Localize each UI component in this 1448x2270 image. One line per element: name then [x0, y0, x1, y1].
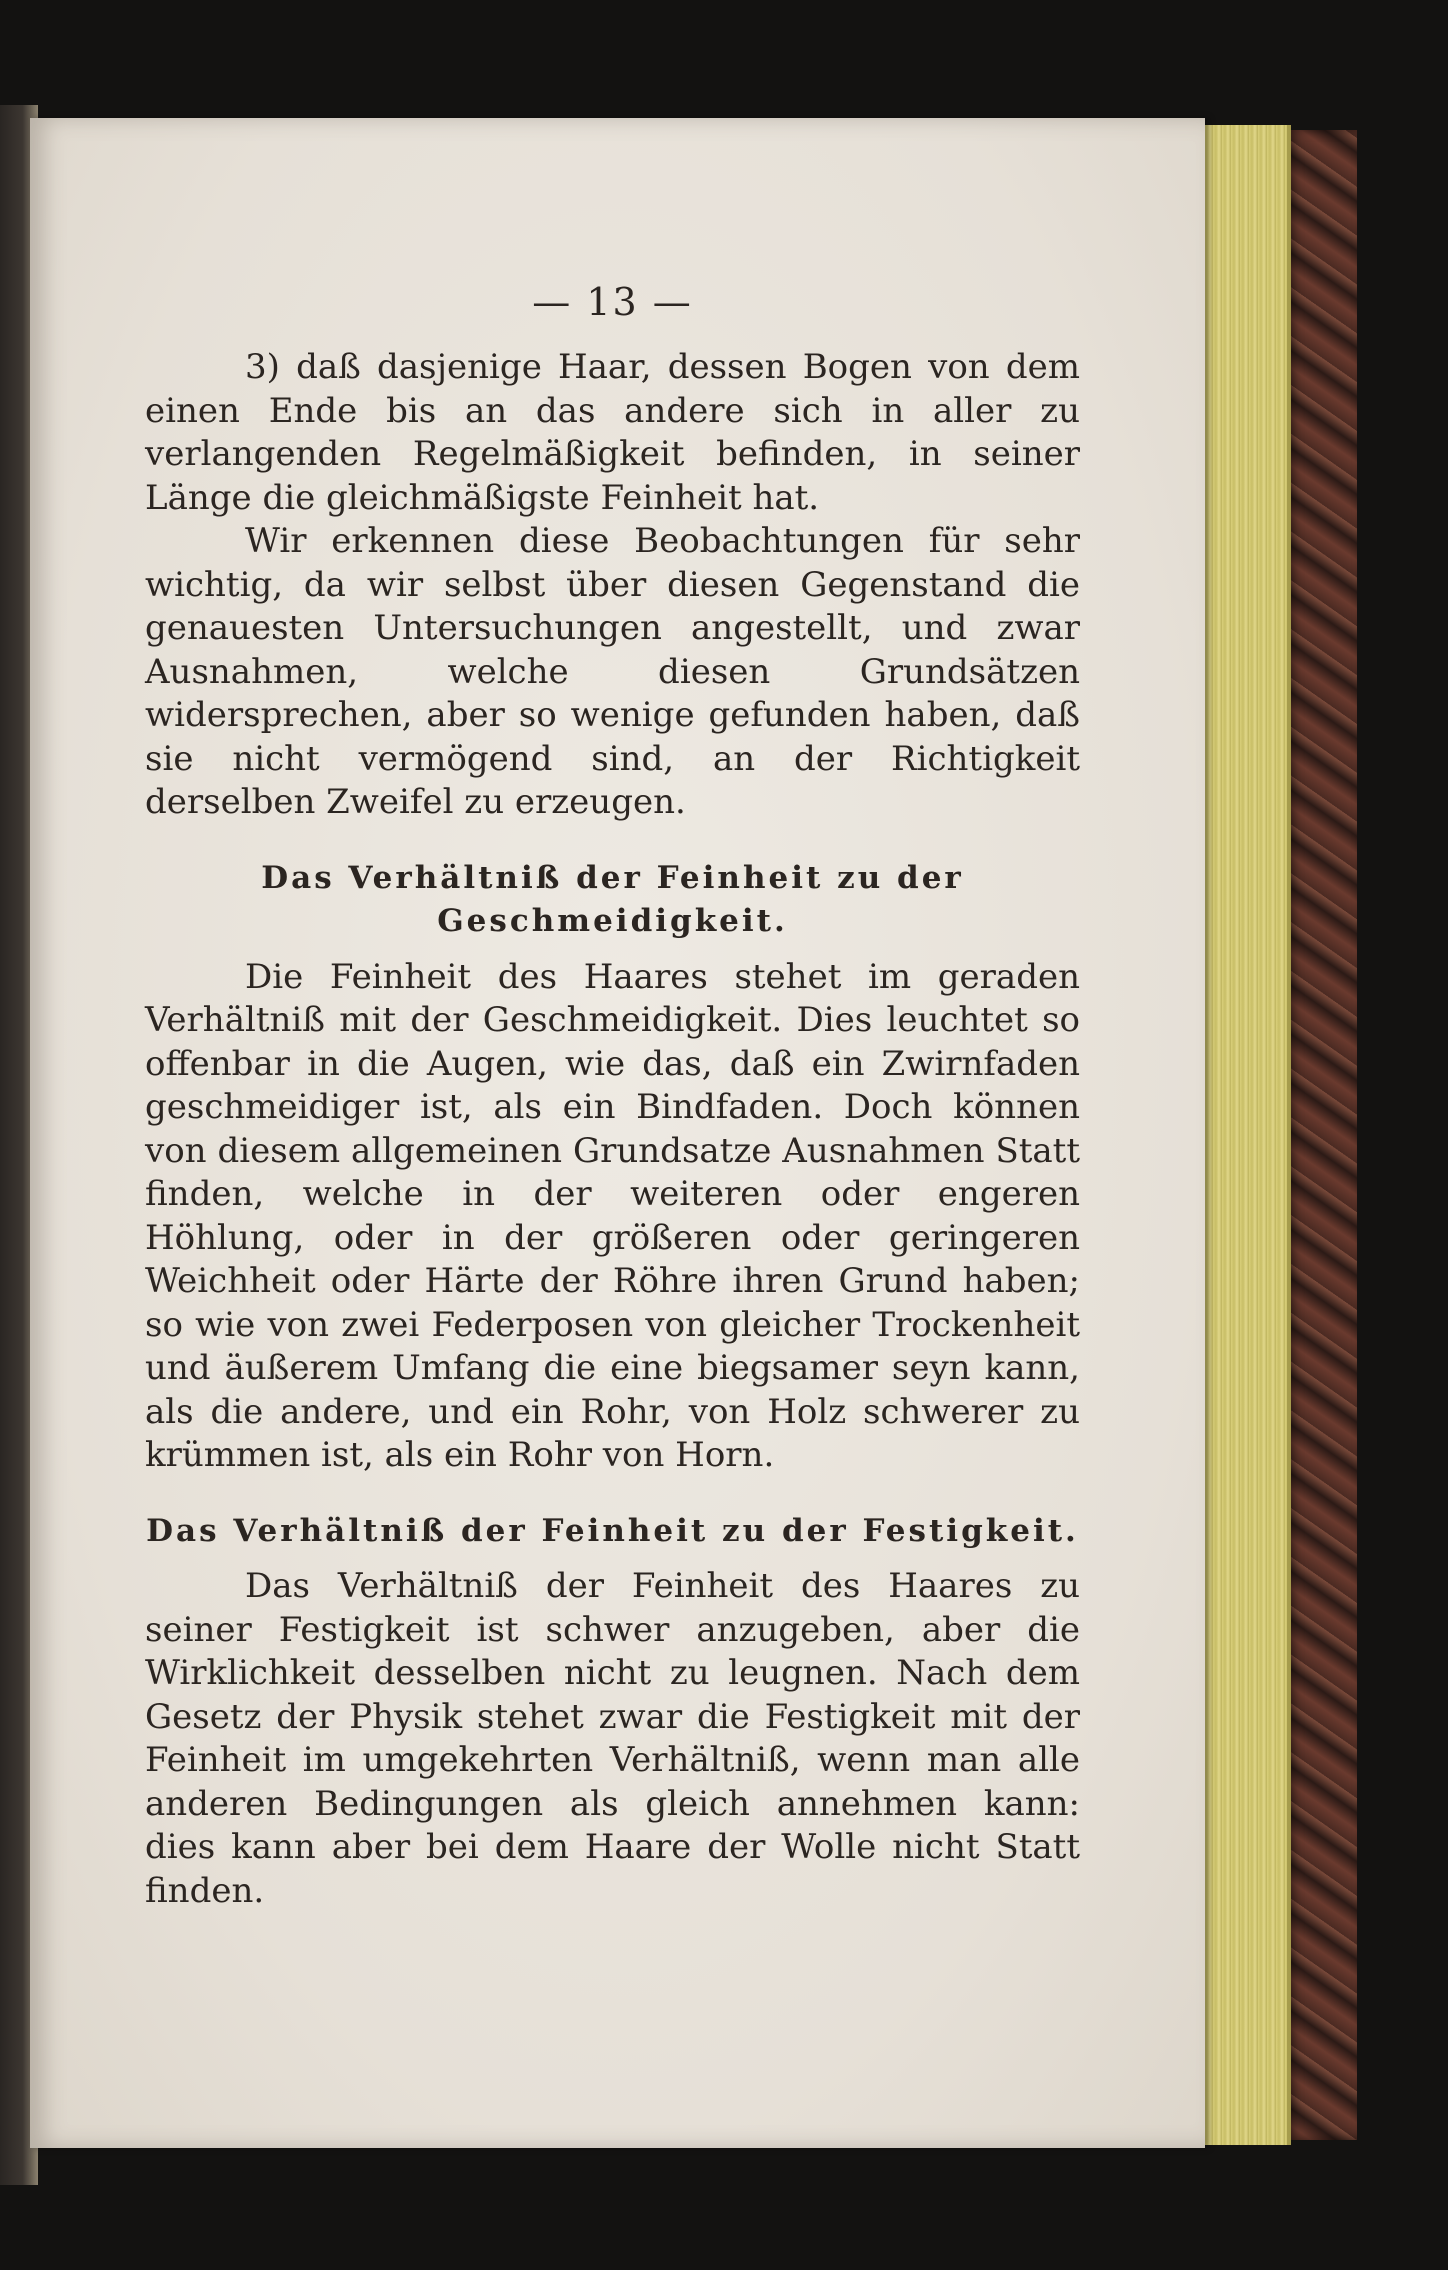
book-cover-right — [1287, 130, 1357, 2140]
page-text — [145, 278, 1080, 1913]
section-heading-festigkeit: Das Verhältniß der Feinheit zu der Festigkeit. — [146, 1512, 1079, 1549]
paragraph-3: Die Feinheit des Haares stehet im geraden Verhältniß mit der Geschmeidigkeit. Dies leuchtet so offenbar in die Augen, wie das, daß ein Zwirnfaden geschmeidiger ist, als ein Bindfaden. Doch können von diesem allgemeinen Grundsatze Ausnahmen Statt finden, welche in der weiteren oder engeren Höhlung, oder in der größeren oder geringeren Weichheit oder Härte der Röhre ihren Grund haben; so wie von zwei Federposen von gleicher Trockenheit und äußerem Umfang die eine biegsamer seyn kann, als die andere, und ein Rohr, von Holz schwerer zu krümmen ist, als ein Rohr von Horn. — [145, 956, 1080, 1475]
paragraph-4: Das Verhältniß der Feinheit des Haares zu seiner Festigkeit ist schwer anzugeben, aber die Wirklichkeit desselben nicht zu leugnen. Nach dem Gesetz der Physik stehet zwar die Festigkeit mit der Feinheit im umgekehrten Verhältniß, wenn man alle anderen Bedingungen als gleich annehmen kann: dies kann aber bei dem Haare der Wolle nicht Statt finden. — [145, 1566, 1080, 1911]
paragraph-1: 3) daß dasjenige Haar, dessen Bogen von dem einen Ende bis an das andere sich in aller zu verlangenden Regelmäßigkeit befinden, in seiner Länge die gleichmäßigste Feinheit hat. — [145, 347, 1080, 518]
section-heading-geschmeidigkeit: Das Verhältniß der Feinheit zu der Geschmeidigkeit. — [261, 859, 964, 939]
page-number: — 13 — — [532, 280, 693, 324]
paragraph-2: Wir erkennen diese Beobachtungen für sehr wichtig, da wir selbst über diesen Gegenstand die genauesten Untersuchungen angestellt, und zwar Ausnahmen, welche diesen Grundsätzen widersprechen, aber so wenige gefunden haben, daß sie nicht vermögend sind, an der Richtigkeit derselben Zweifel zu erzeugen. — [145, 521, 1080, 822]
page-edges — [1195, 125, 1291, 2145]
book-page — [30, 118, 1205, 2148]
